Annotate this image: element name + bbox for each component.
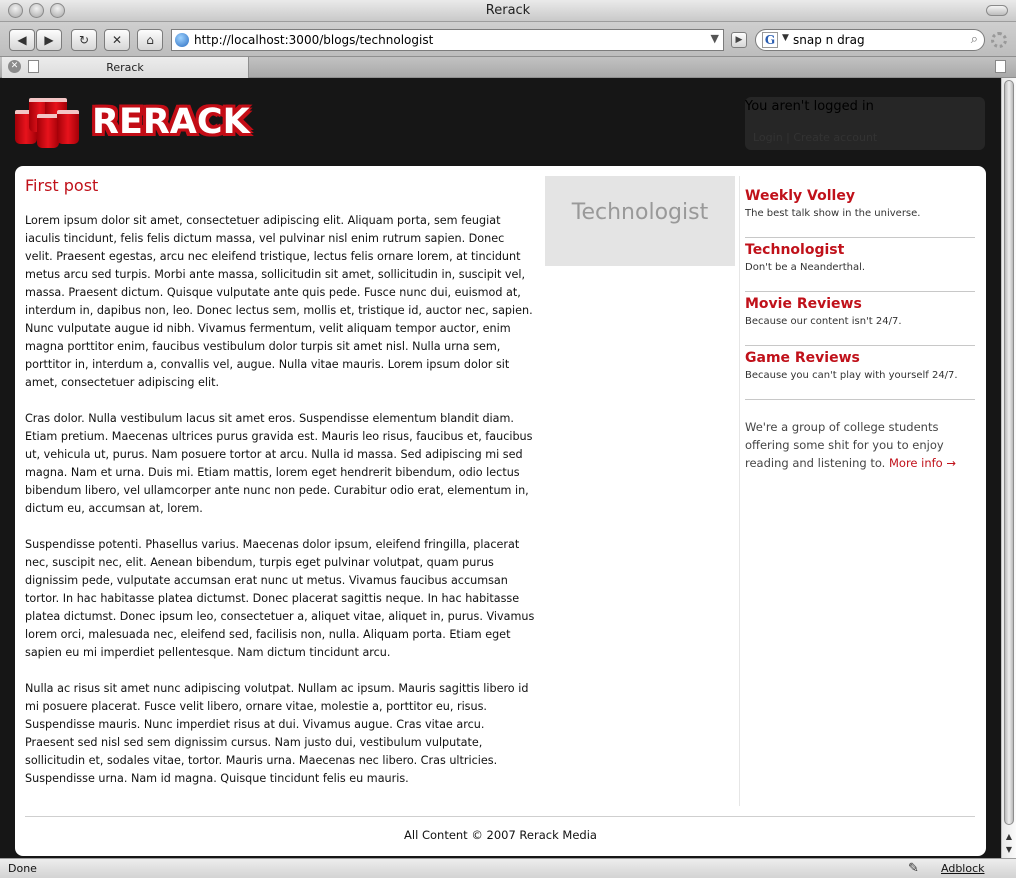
google-search-engine-icon[interactable]: G [762,32,778,48]
post-title[interactable]: First post [25,176,99,195]
footer-copyright: All Content © 2007 Rerack Media [404,828,597,842]
stop-icon: ✕ [111,33,123,47]
more-info-link[interactable]: More info → [888,456,957,470]
url-bar[interactable] [171,29,724,51]
back-button[interactable] [9,29,35,51]
loading-throbber-icon [991,32,1007,48]
scroll-up-icon[interactable]: ▲ [1005,832,1013,841]
sidebar-divider [739,176,740,806]
sidebar-item-movie-reviews [745,292,975,346]
about-text [745,418,975,472]
scroll-down-icon[interactable]: ▼ [1005,845,1013,854]
stop-button[interactable] [104,29,130,51]
search-input[interactable]: snap n drag [793,33,865,47]
search-magnifier-icon[interactable]: ⌕ [970,32,978,47]
vertical-scrollbar[interactable] [1001,78,1016,858]
reload-button[interactable] [71,29,97,51]
window-title-bar [0,0,1016,22]
new-tab-icon[interactable] [995,60,1006,73]
tab-rerack[interactable] [2,57,249,78]
tab-label: Rerack [106,61,144,74]
page-viewport [0,78,1001,858]
scrollbar-thumb[interactable] [1004,80,1014,825]
post-paragraph: Lorem ipsum dolor sit amet, consectetuer adipiscing elit. Aliquam porta, sem feugiat iaculis tincidunt, felis felis dictum massa, vel pulvinar nisl enim rutrum sapien. Donec velit. Praesent egestas, arcu nec eleifend tristique, lectus felis ornare lorem, at tincidunt metus arcu sed turpis. Morbi ante massa, sollicitudin sit amet, sollicitudin in, suscipit vel, massa. Praesent dictum. Quisque vulputate ante quis pede. Fusce nunc dui, euismod at, interdum in, dapibus non, leo. Donec lectus sem, mollis et, tristique id, auctor nec, sapien. Nunc vulputate augue id nibh. Vivamus fermentum, velit aliquam tempor auctor, enim magna porttitor enim, faucibus vestibulum dolor turpis sit amet nisl. Nulla urna sem, porttitor in, interdum a, convallis vel, augue. Nulla vitae mauris. Lorem ipsum dolor sit amet, consectetuer adipiscing elit. [25,214,533,389]
url-input[interactable]: http://localhost:3000/blogs/technologist [194,33,434,47]
blog-badge [545,176,735,266]
main-content [15,166,986,856]
go-arrow-icon: ▶ [735,35,743,45]
history-dropdown-icon[interactable]: ▼ [710,32,719,45]
post-paragraph: Nulla ac risus sit amet nunc adipiscing volutpat. Nullam ac ipsum. Mauris sagittis libero id mi posuere placerat. Fusce velit libero, ornare vitae, molestie a, porttitor eu, risus. Suspendisse mauris. Nunc imperdiet risus at dui. Vivamus augue. Cras vitae arcu. Praesent sed nisl sed sem dignissim cursus. Nam justo dui, vestibulum vulputate, sollicitudin et, sodales vitae, tortor. Mauris urna. Maecenas nec libero. Cras ultricies. Suspendisse urna. Nam id magna. Quisque tincidunt felis eu mauris. [25,682,529,785]
forward-button[interactable] [36,29,62,51]
post-paragraph: Suspendisse potenti. Phasellus varius. Maecenas dolor ipsum, eleifend fringilla, placerat nec, suscipit nec, elit. Aenean bibendum, turpis eget pulvinar volutpat, quam purus dignissim pede, vulputate accumsan erat nunc ut metus. Vivamus faucibus accumsan tortor. In hac habitasse platea dictumst. Donec placerat sagittis neque. In hac habitasse platea dictumst. Donec ipsum leo, consectetuer a, aliquet vitae, aliquet in, purus. Vivamus lorem orci, malesuada nec, eleifend sed, facilisis non, nulla. Aliquam porta. Etiam eget sapien eu mi imperdiet pellentesque. Nam dictum tincidunt arcu. [25,538,535,659]
navigation-toolbar [0,22,1016,56]
sidebar-item-title[interactable]: Technologist [745,242,845,258]
close-tab-icon[interactable]: ✕ [8,60,21,73]
sidebar-item-game-reviews [745,346,975,400]
site-logo[interactable]: RERACK [92,102,250,142]
sidebar-item-desc: Because you can't play with yourself 24/7. [745,370,958,381]
search-box[interactable] [755,29,985,51]
tab-strip [0,56,1016,78]
sidebar-item-title[interactable]: Weekly Volley [745,188,855,204]
login-panel [745,97,985,150]
sidebar-item-desc: Because our content isn't 24/7. [745,316,902,327]
status-bar [0,858,1016,878]
forward-arrow-icon: ▶ [44,33,54,47]
sidebar-item-technologist [745,238,975,292]
sidebar-item-title[interactable]: Game Reviews [745,350,860,366]
footer-divider [25,816,975,817]
home-button[interactable] [137,29,163,51]
post-body [25,212,535,806]
red-cups-logo-icon[interactable] [15,96,81,154]
globe-icon [175,33,189,47]
sidebar-item-desc: The best talk show in the universe. [745,208,921,219]
reload-icon: ↻ [78,33,90,47]
go-button[interactable] [731,32,747,48]
blog-badge-name: Technologist [571,200,709,225]
home-icon: ⌂ [146,33,154,47]
sidebar-item-desc: Don't be a Neanderthal. [745,262,866,273]
sidebar [745,184,975,472]
post-paragraph: Cras dolor. Nulla vestibulum lacus sit amet eros. Suspendisse elementum blandit diam. Etiam pretium. Maecenas ultrices purus gravida est. Mauris leo risus, faucibus et, faucibus ut, vehicula ut, purus. Nam posuere tortor at arcu. Nulla id massa. Sed adipiscing mi sed magna. Nam et urna. Duis mi. Etiam mattis, lorem eget hendrerit bibendum, odio lectus bibendum libero, vel ullamcorper ante nunc non pede. Curabitur odio erat, elementum in, dictum eu, accumsan at, lorem. [25,412,533,515]
login-status-text: You aren't logged in [745,99,874,114]
back-arrow-icon: ◀ [17,33,27,47]
sidebar-item-weekly-volley [745,184,975,238]
sidebar-item-title[interactable]: Movie Reviews [745,296,862,312]
edit-pencil-icon[interactable]: ✎ [908,861,919,876]
about-description: We're a group of college students offering some shit for you to enjoy reading and listening to. [745,420,944,470]
window-title: Rerack [485,3,531,18]
toolbar-toggle-icon[interactable] [986,5,1008,16]
login-links[interactable]: Login | Create account [753,131,878,144]
search-engine-dropdown-icon[interactable]: ▼ [782,33,789,43]
adblock-button[interactable]: Adblock [941,862,985,875]
status-text: Done [8,862,37,875]
